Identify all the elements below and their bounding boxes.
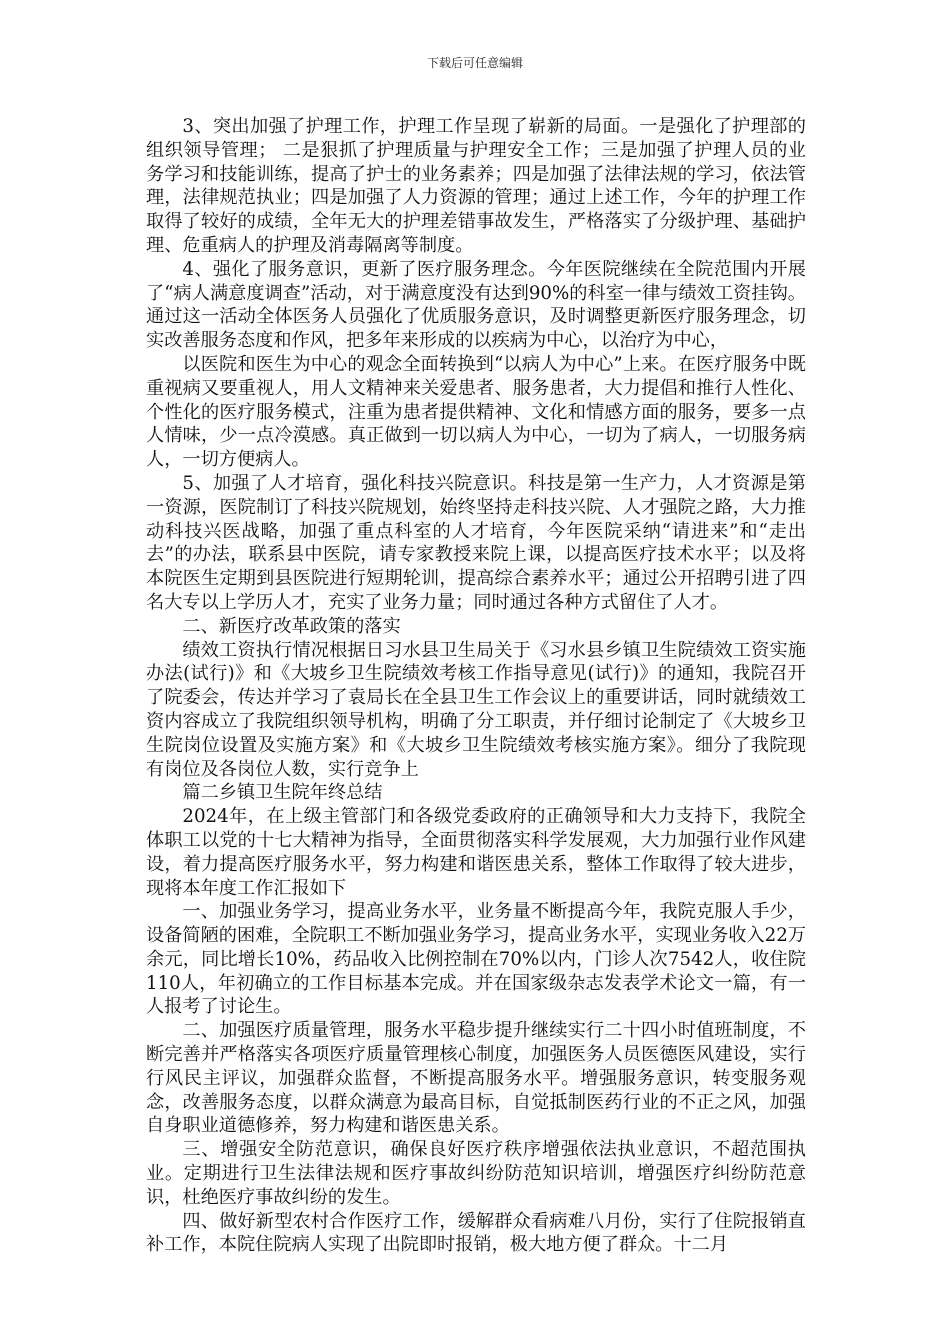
- section-heading-reform: 二、新医疗改革政策的落实: [182, 615, 401, 637]
- paragraph-talent-training: 5、加强了人才培育，强化科技兴院意识。科技是第一生产力，人才资源是第一资源，医院制订了科技兴院规划，始终坚持走科技兴院、人才强院之路，大力推动科技兴医战略，加强了重点科室的人才培育，今年医院采纳“请进来”和“走出去”的办法，联系县中医院，请专家教授来院上课，以提高医疗技术水平；以及将本院医生定期到县医院进行短期轮训，提高综合素养水平；通过公开招聘引进了四名大专以上学历人才，充实了业务力量；同时通过各种方式留住了人才。: [146, 472, 806, 613]
- paragraph-nursing: 3、突出加强了护理工作，护理工作呈现了崭新的局面。一是强化了护理部的组织领导管理； 二是狠抓了护理质量与护理安全工作；三是加强了护理人员的业务学习和技能训练，提高了护士的业务素养；四是加强了法律法规的学习，依法管理，法律规范执业；四是加强了人力资源的管理；通过上述工作，今年的护理工作取得了较好的成绩，全年无大的护理差错事故发生，严格落实了分级护理、基础护理、危重病人的护理及消毒隔离等制度。: [146, 116, 806, 256]
- paragraph-service-awareness: 4、强化了服务意识，更新了医疗服务理念。今年医院继续在全院范围内开展了“病人满意度调查”活动，对于满意度没有达到90%的科室一律与绩效工资挂钩。通过这一活动全体医务人员强化了优质服务意识，及时调整更新医疗服务理念，切实改善服务态度和作风，把多年来形成的以疾病为中心，以治疗为中心，: [146, 258, 806, 352]
- page-header: 下载后可任意编辑: [426, 56, 523, 70]
- paragraph-rural-cooperative: 四、做好新型农村合作医疗工作，缓解群众看病难八月份，实行了住院报销直补工作，本院住院病人实现了出院即时报销，极大地方便了群众。十二月: [146, 1210, 806, 1256]
- paragraph-performance-pay: 绩效工资执行情况根据日习水县卫生局关于《习水县乡镇卫生院绩效工资实施办法(试行)》和《大坡乡卫生院绩效考核工作指导意见(试行)》的通知，我院召开了院委会，传达并学习了袁局长在全县卫生工作会议上的重要讲话，同时就绩效工资内容成立了我院组织领导机构，明确了分工职责，并仔细讨论制定了《大坡乡卫生院岗位设置及实施方案》和《大坡乡卫生院绩效考核实施方案》。细分了我院现有岗位及各岗位人数，实行竞争上: [146, 639, 806, 780]
- paragraph-quality-management: 二、加强医疗质量管理，服务水平稳步提升继续实行二十四小时值班制度，不断完善并严格落实各项医疗质量管理核心制度，加强医务人员医德医风建设，实行行风民主评议，加强群众监督，不断提高服务水平。增强服务意识，转变服务观念，改善服务态度，以群众满意为最高目标，自觉抵制医药行业的不正之风，加强自身职业道德修养，努力构建和谐医患关系。: [146, 1020, 806, 1137]
- section-heading-article-two: 篇二乡镇卫生院年终总结: [182, 782, 383, 804]
- paragraph-patient-centered: 以医院和医生为中心的观念全面转换到“以病人为中心”上来。在医疗服务中既重视病又要重视人，用人文精神来关爱患者、服务患者，大力提倡和推行人性化、个性化的医疗服务模式，注重为患者提供精神、文化和情感方面的服务，要多一点人情味，少一点冷漠感。真正做到一切以病人为中心，一切为了病人，一切服务病人，一切方便病人。: [146, 353, 806, 471]
- paragraph-business-learning: 一、加强业务学习，提高业务水平，业务量不断提高今年，我院克服人手少，设备简陋的困难，全院职工不断加强业务学习，提高业务水平，实现业务收入22万余元，同比增长10%，药品收入比例控制在70%以内，门诊人次7542人，收住院110人，年初确立的工作目标基本完成。并在国家级杂志发表学术论文一篇，有一人报考了讨论生。: [146, 901, 806, 1018]
- paragraph-safety: 三、增强安全防范意识，确保良好医疗秩序增强依法执业意识，不超范围执业。定期进行卫生法律法规和医疗事故纠纷防范知识培训，增强医疗纠纷防范意识，杜绝医疗事故纠纷的发生。: [146, 1139, 806, 1208]
- document-body: [146, 115, 806, 1257]
- paragraph-intro-2024: 2024年，在上级主管部门和各级党委政府的正确领导和大力支持下，我院全体职工以党的十七大精神为指导，全面贯彻落实科学发展观，大力加强行业作风建设，着力提高医疗服务水平，努力构建和谐医患关系，整体工作取得了较大进步，现将本年度工作汇报如下: [146, 806, 806, 899]
